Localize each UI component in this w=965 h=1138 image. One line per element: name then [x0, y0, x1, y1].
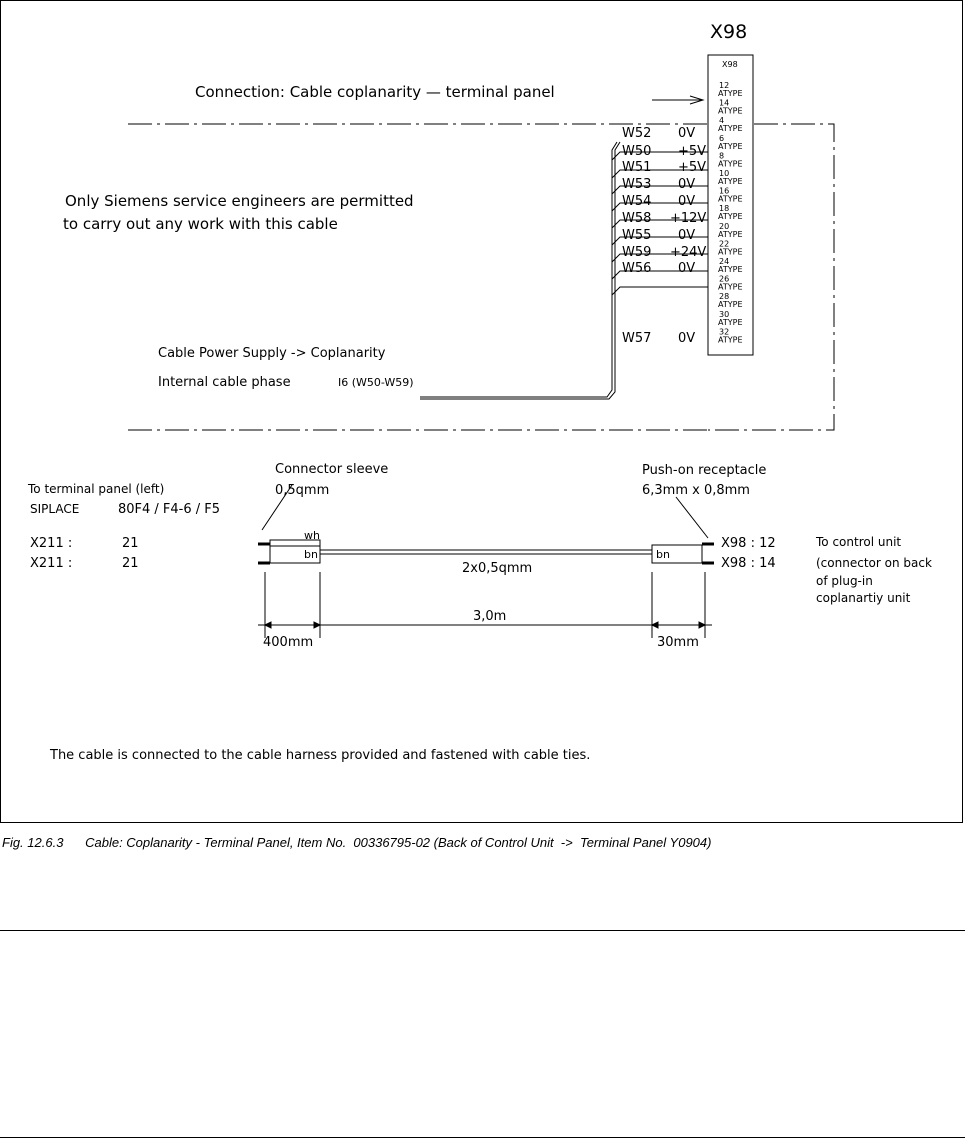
right-note-2: (connector on back — [816, 556, 932, 570]
left-title: To terminal panel (left) — [28, 482, 165, 496]
phase-value: I6 (W50-W59) — [338, 376, 414, 389]
power-supply-label: Cable Power Supply -> Coplanarity — [158, 346, 386, 361]
wire-id: W59 — [622, 245, 652, 260]
left-pin1-conn: X211 : — [30, 536, 73, 551]
pin-number: 24 — [719, 257, 730, 266]
wire-voltage: 0V — [678, 228, 696, 243]
pin-type: ATYPE — [718, 247, 743, 257]
wire-voltage: 0V — [678, 126, 696, 141]
right-note-4: coplanartiy unit — [816, 591, 911, 605]
wire-voltage: +24V — [670, 245, 707, 260]
wire-voltage: +5V — [678, 160, 707, 175]
pin-number: 22 — [719, 239, 730, 249]
length-total: 3,0m — [473, 609, 507, 624]
figure-caption: Fig. 12.6.3 Cable: Coplanarity - Terminal Panel, Item No. 00336795-02 (Back of Control Unit -> Terminal Panel Y0904) — [2, 835, 712, 850]
left-model-value: 80F4 / F4-6 / F5 — [118, 502, 221, 517]
push-on-size: 6,3mm x 0,8mm — [642, 483, 750, 498]
wire-id: W57 — [622, 331, 652, 346]
wire-voltage: 0V — [678, 194, 696, 209]
wire-spec: 2x0,5qmm — [462, 561, 533, 576]
pin-type: ATYPE — [718, 212, 743, 222]
pin-type: ATYPE — [718, 317, 743, 327]
pin-type: ATYPE — [718, 194, 743, 204]
pin-number: 30 — [719, 309, 730, 319]
wire-id: W54 — [622, 194, 652, 209]
wire-voltage: 0V — [678, 261, 696, 276]
receptacle-leader — [676, 497, 708, 538]
wire-voltage: +5V — [678, 144, 707, 159]
pin-number: 16 — [719, 186, 730, 196]
left-pin2-conn: X211 : — [30, 556, 73, 571]
wire-id: W50 — [622, 144, 652, 159]
pin-type: ATYPE — [718, 300, 743, 310]
pin-type: ATYPE — [718, 265, 743, 274]
left-pin1-num: 21 — [122, 536, 139, 551]
left-model-label: SIPLACE — [30, 502, 80, 516]
push-on-label: Push-on receptacle — [642, 463, 767, 478]
wire-wh-label: wh — [304, 529, 320, 542]
connection-label: Connection: Cable coplanarity — terminal panel — [195, 83, 555, 101]
right-pin2: X98 : 14 — [721, 556, 776, 571]
wire-id: W53 — [622, 177, 652, 192]
sleeve-size: 0,5qmm — [275, 483, 330, 498]
pin-number: 8 — [719, 151, 725, 161]
notice-line-1: Only Siemens service engineers are permitted — [65, 192, 414, 210]
wire-voltage: +12V — [670, 211, 707, 226]
length-right: 30mm — [657, 635, 699, 650]
pin-type: ATYPE — [718, 229, 743, 239]
x98-connector-box — [708, 55, 753, 355]
pin-number: 14 — [719, 98, 730, 108]
length-left: 400mm — [263, 635, 314, 650]
connector-box-label: X98 — [722, 60, 738, 69]
pin-type: ATYPE — [718, 159, 743, 169]
right-note-1: To control unit — [816, 535, 902, 549]
pin-number: 10 — [719, 169, 730, 178]
connector-title: X98 — [710, 21, 748, 43]
connector-sleeve-label: Connector sleeve — [275, 462, 389, 477]
wire-voltage: 0V — [678, 177, 696, 192]
pin-number: 18 — [719, 204, 730, 214]
pin-type: ATYPE — [718, 89, 743, 98]
wire-line — [612, 287, 708, 295]
pin-number: 28 — [719, 292, 730, 302]
pin-number: 12 — [719, 81, 730, 90]
right-note-3: of plug-in — [816, 574, 873, 588]
pin-type: ATYPE — [718, 282, 743, 292]
left-pin2-num: 21 — [122, 556, 139, 571]
wire-id: W56 — [622, 261, 652, 276]
cable-bundle-inner — [420, 142, 620, 399]
wire-id: W51 — [622, 160, 652, 175]
footer-note: The cable is connected to the cable harness provided and fastened with cable ties. — [50, 748, 591, 763]
pin-type: ATYPE — [718, 177, 743, 186]
wire-voltage: 0V — [678, 331, 696, 346]
divider-top — [0, 930, 965, 931]
pin-type: ATYPE — [718, 141, 743, 151]
pin-type: ATYPE — [718, 124, 743, 134]
pin-number: 4 — [719, 116, 725, 126]
pin-number: 26 — [719, 274, 730, 284]
notice-line-2: to carry out any work with this cable — [63, 215, 338, 233]
wire-bn-right-label: bn — [656, 548, 670, 561]
wire-bn-left-label: bn — [304, 548, 318, 561]
pin-number: 20 — [719, 221, 730, 231]
cable-bundle — [420, 142, 617, 397]
wire-id: W55 — [622, 228, 652, 243]
pin-number: 32 — [719, 327, 730, 337]
wire-id: W52 — [622, 126, 652, 141]
pin-type: ATYPE — [718, 106, 743, 116]
right-pin1: X98 : 12 — [721, 536, 776, 551]
pin-number: 6 — [719, 133, 725, 143]
pin-type: ATYPE — [718, 335, 743, 345]
wire-id: W58 — [622, 211, 652, 226]
phase-label: Internal cable phase — [158, 375, 291, 390]
